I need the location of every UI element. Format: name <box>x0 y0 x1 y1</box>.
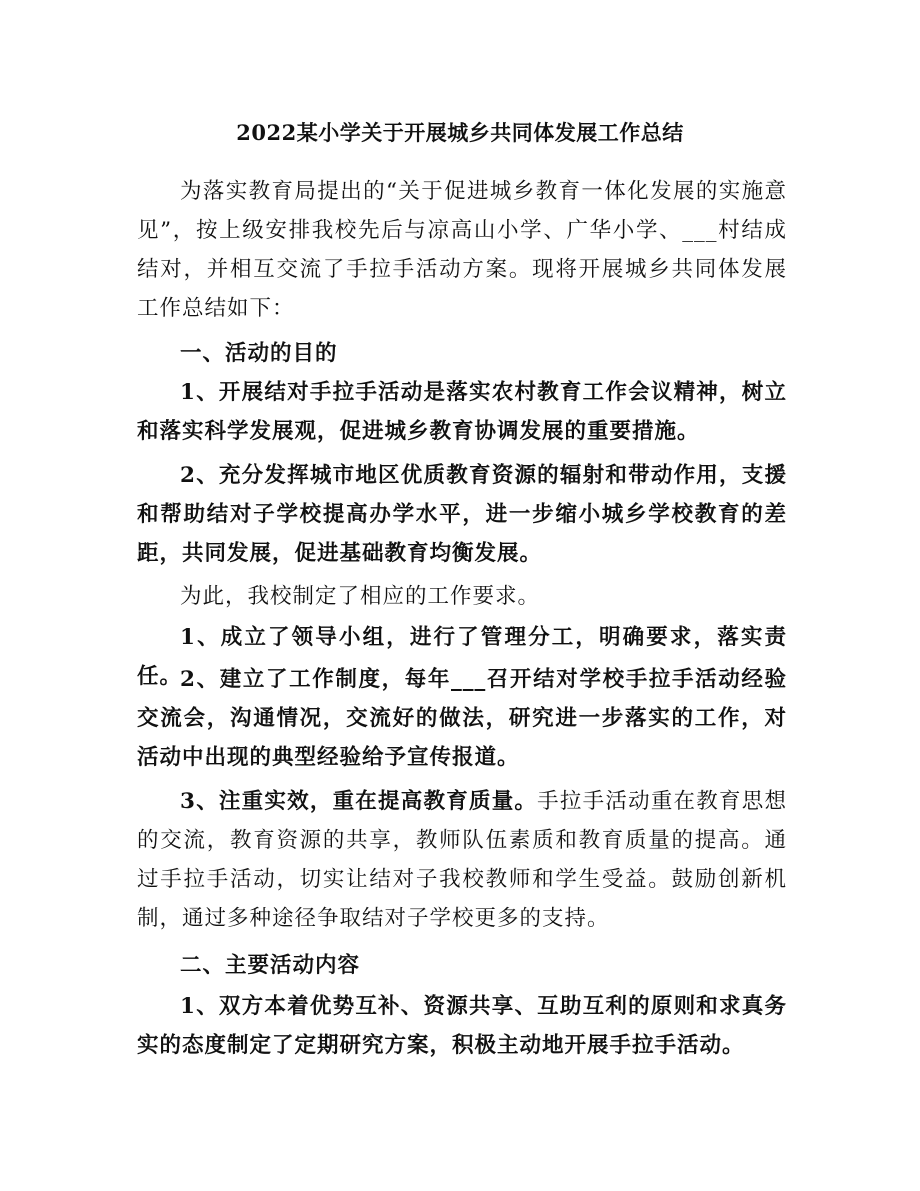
requirement-item-2: 2、建立了工作制度，每年___召开结对学校手拉手活动经验交流会，沟通情况，交流好的做法，研究进一步落实的工作，对活动中出现的典型经验给予宣传报道。 <box>137 667 787 770</box>
requirement-item-3 <box>137 782 787 938</box>
requirement-item-3-lead: 3、注重实效，重在提高教育质量。 <box>180 789 538 814</box>
purpose-item-1: 1、开展结对手拉手活动是落实农村教育工作会议精神，树立和落实科学发展观，促进城乡教育协调发展的重要措施。 <box>137 380 787 444</box>
requirement-item-3-body: 手拉手活动重在教育思想的交流，教育资源的共享，教师队伍素质和教育质量的提高。通过手拉手活动，切实让结对子我校教师和学生受益。鼓励创新机制，通过多种途径争取结对子学校更多的支持。 <box>137 789 787 931</box>
requirements-intro: 为此，我校制定了相应的工作要求。 <box>180 584 541 609</box>
section-heading-purpose: 一、活动的目的 <box>180 341 338 366</box>
purpose-item-2: 2、充分发挥城市地区优质教育资源的辐射和带动作用，支援和帮助结对子学校提高办学水平，进一步缩小城乡学校教育的差距，共同发展，促进基础教育均衡发展。 <box>137 463 787 566</box>
requirement-item-1: 1、成立了领导小组，进行了管理分工，明确要求，落实责任。 <box>137 625 787 689</box>
section-heading-activities: 二、主要活动内容 <box>180 953 361 978</box>
activity-item-1: 1、双方本着优势互补、资源共享、互助互利的原则和求真务实的态度制定了定期研究方案，积极主动地开展手拉手活动。 <box>137 994 787 1058</box>
document-title: 2022某小学关于开展城乡共同体发展工作总结 <box>236 120 684 145</box>
intro-paragraph: 为落实教育局提出的“关于促进城乡教育一体化发展的实施意见”，按上级安排我校先后与凉高山小学、广华小学、___村结成结对，并相互交流了手拉手活动方案。现将开展城乡共同体发展工作总结如下： <box>137 179 787 321</box>
